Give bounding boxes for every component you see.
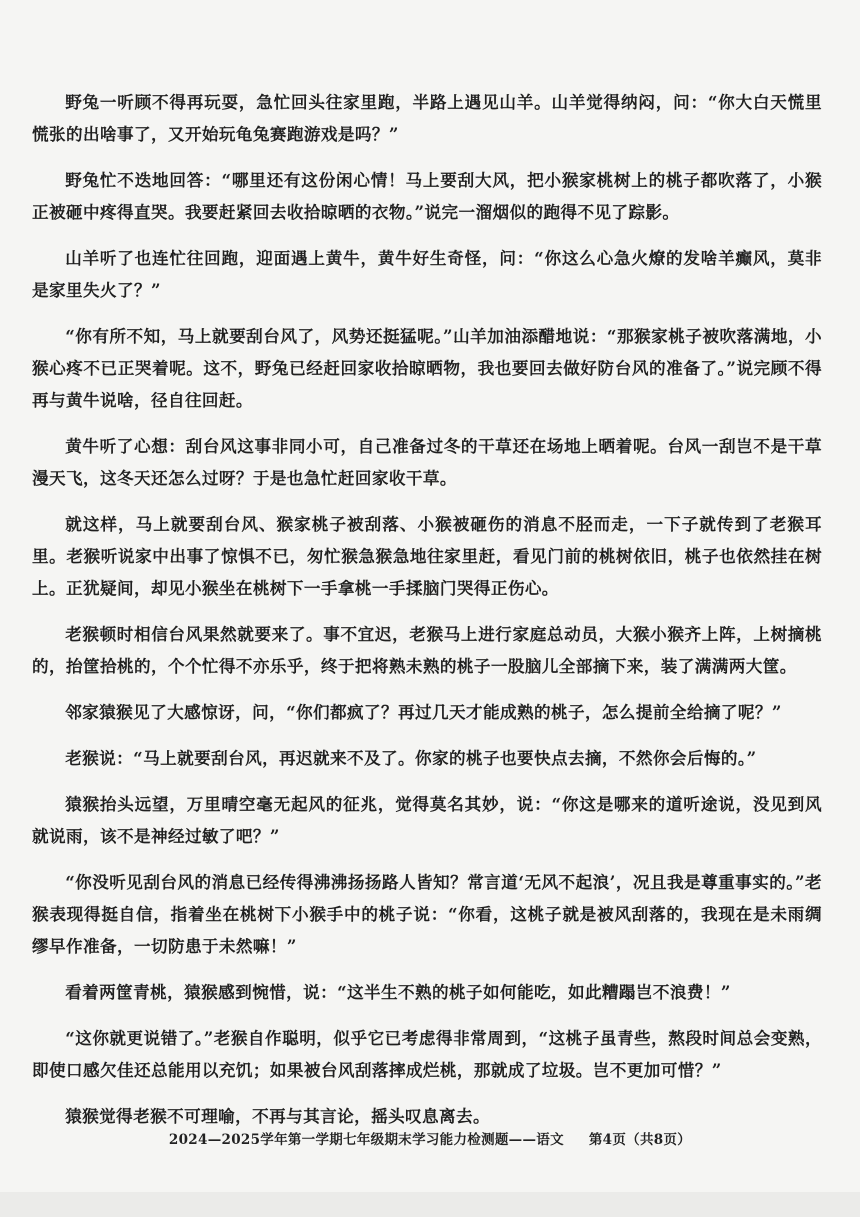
paragraph-2: 野兔忙不迭地回答：“哪里还有这份闲心情！马上要刮大风，把小猴家桃树上的桃子都吹落了，小猴正被砸中疼得直哭。我要赶紧回去收拾晾晒的衣物。”说完一溜烟似的跑得不见了踪影。 <box>32 170 822 222</box>
paragraph-14: 猿猴觉得老猴不可理喻，不再与其言论，摇头叹息离去。 <box>65 1106 491 1126</box>
paragraph-10: 猿猴抬头远望，万里晴空毫无起风的征兆，觉得莫名其妙，说：“你这是哪来的道听途说，没见到风就说雨，该不是神经过敏了吧？” <box>32 794 822 846</box>
story-text <box>32 86 822 1146</box>
paragraph-3: 山羊听了也连忙往回跑，迎面遇上黄牛，黄牛好生奇怪，问：“你这么心急火燎的发啥羊癫风，莫非是家里失火了？” <box>32 248 822 300</box>
paragraph-13: “这你就更说错了。”老猴自作聪明，似乎它已考虑得非常周到，“这桃子虽青些，熬段时间总会变熟，即使口感欠佳还总能用以充饥；如果被台风刮落摔成烂桃，那就成了垃圾。岂不更加可惜？” <box>32 1028 822 1080</box>
paragraph-11: “你没听见刮台风的消息已经传得沸沸扬扬路人皆知？常言道‘无风不起浪’，况且我是尊重事实的。”老猴表现得挺自信，指着坐在桃树下小猴手中的桃子说：“你看，这桃子就是被风刮落的，我现在是未雨绸缪早作准备，一切防患于未然嘛！” <box>32 872 822 956</box>
page-footer <box>0 1128 860 1148</box>
paragraph-9: 老猴说：“马上就要刮台风，再迟就来不及了。你家的桃子也要快点去摘，不然你会后悔的。” <box>65 748 757 768</box>
paragraph-7: 老猴顿时相信台风果然就要来了。事不宜迟，老猴马上进行家庭总动员，大猴小猴齐上阵，上树摘桃的，抬筐拾桃的，个个忙得不亦乐乎，终于把将熟未熟的桃子一股脑儿全部摘下来，装了满满两大筐。 <box>32 624 822 676</box>
paragraph-12: 看着两筐青桃，猿猴感到惋惜，说：“这半生不熟的桃子如何能吃，如此糟蹋岂不浪费！” <box>65 982 731 1002</box>
exam-title: 2024—2025学年第一学期七年级期末学习能力检测题——语文 <box>168 1132 564 1148</box>
paragraph-1: 野兔一听顾不得再玩耍，急忙回头往家里跑，半路上遇见山羊。山羊觉得纳闷，问：“你大白天慌里慌张的出啥事了，又开始玩龟兔赛跑游戏是吗？” <box>32 92 822 144</box>
paragraph-4: “你有所不知，马上就要刮台风了，风势还挺猛呢。”山羊加油添醋地说：“那猴家桃子被吹落满地，小猴心疼不已正哭着呢。这不，野兔已经赶回家收拾晾晒物，我也要回去做好防台风的准备了。”说完顾不得再与黄牛说啥，径自往回赶。 <box>32 326 822 410</box>
scan-bottom-edge <box>0 1192 860 1217</box>
paragraph-5: 黄牛听了心想：刮台风这事非同小可，自己准备过冬的干草还在场地上晒着呢。台风一刮岂不是干草漫天飞，这冬天还怎么过呀？于是也急忙赶回家收干草。 <box>32 436 822 488</box>
paragraph-6: 就这样，马上就要刮台风、猴家桃子被刮落、小猴被砸伤的消息不胫而走，一下子就传到了老猴耳里。老猴听说家中出事了惊惧不已，匆忙猴急猴急地往家里赶，看见门前的桃树依旧，桃子也依然挂在树上。正犹疑间，却见小猴坐在桃树下一手拿桃一手揉脑门哭得正伤心。 <box>32 514 822 598</box>
paragraph-8: 邻家猿猴见了大感惊讶，问，“你们都疯了？再过几天才能成熟的桃子，怎么提前全给摘了呢？” <box>65 702 782 722</box>
page-number: 第4页（共8页） <box>588 1132 692 1148</box>
